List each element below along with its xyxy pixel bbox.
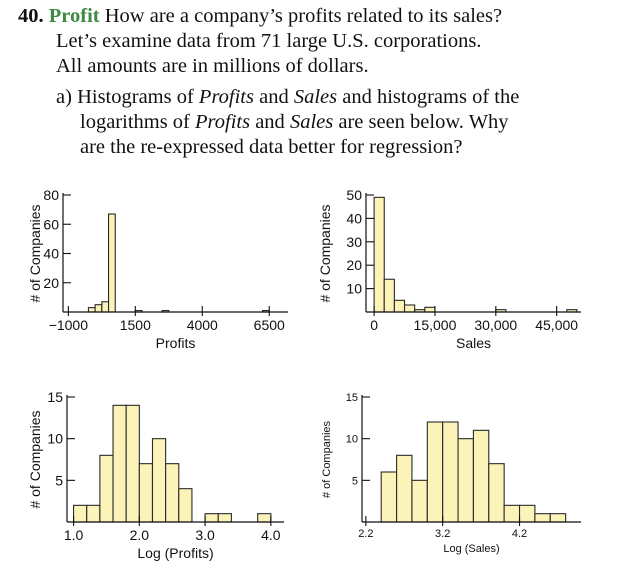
- histogram-bar: [427, 422, 442, 522]
- y-tick-label: 40: [346, 210, 362, 227]
- histogram-bar: [179, 489, 192, 522]
- histogram-bar: [88, 308, 95, 312]
- histogram-bar: [489, 464, 504, 522]
- x-tick-label: 4.2: [511, 528, 528, 540]
- part-a-text: and: [250, 111, 290, 133]
- histogram-bar: [139, 464, 152, 522]
- histogram-bar: [412, 480, 427, 522]
- histogram-bar: [443, 422, 458, 522]
- part-a-text: and histograms of the: [337, 86, 520, 108]
- x-axis-title: Sales: [455, 335, 492, 351]
- y-tick-label: 10: [346, 280, 362, 297]
- y-tick-label: 20: [346, 257, 362, 274]
- part-a-text: logarithms of: [80, 111, 196, 133]
- histogram-bar: [205, 514, 218, 522]
- histogram-bar: [504, 505, 519, 522]
- y-axis-title: # of Companies: [321, 420, 333, 499]
- y-tick-label: 5: [351, 475, 358, 488]
- part-a-text: Histograms of: [77, 86, 199, 108]
- histogram-bar: [397, 455, 412, 522]
- x-tick-label: 2.0: [129, 527, 150, 543]
- y-axis-title: # of Companies: [317, 204, 333, 303]
- term-profits: Profits: [198, 86, 254, 108]
- histogram-bar: [535, 514, 550, 522]
- term-sales: Sales: [289, 111, 334, 133]
- histogram-bar: [394, 300, 404, 312]
- x-tick-label: 6500: [253, 317, 285, 333]
- term-sales: Sales: [293, 86, 338, 108]
- histogram-bar: [95, 305, 102, 312]
- histogram-bar: [374, 197, 384, 312]
- part-a-text: and: [253, 86, 294, 108]
- y-tick-label: 30: [346, 233, 362, 250]
- histogram-bar: [458, 439, 473, 522]
- problem-line-3: All amounts are in millions of dollars.: [56, 55, 369, 77]
- part-a-line-3: are the re-expressed data better for regression?: [80, 136, 463, 158]
- term-profits: Profits: [195, 111, 251, 133]
- y-axis-title: # of Companies: [27, 204, 43, 303]
- part-a-text: are seen below. Why: [333, 111, 509, 133]
- histogram-bar: [109, 214, 116, 312]
- x-tick-label: 1.0: [63, 527, 84, 543]
- x-tick-label: 1500: [119, 317, 151, 333]
- y-tick-label: 15: [345, 391, 358, 404]
- x-tick-label: 3.0: [195, 527, 215, 543]
- y-tick-label: 20: [43, 274, 59, 291]
- problem-keyword: Profit: [48, 5, 100, 27]
- histogram-bar: [258, 514, 271, 522]
- x-tick-label: 4000: [186, 317, 218, 333]
- x-axis-title: Log (Sales): [443, 543, 500, 555]
- x-tick-label: 2.2: [358, 528, 374, 540]
- x-tick-label: 4.0: [261, 527, 281, 543]
- histogram-bar: [166, 464, 179, 522]
- histogram-bar: [74, 505, 87, 522]
- y-tick-label: 15: [47, 389, 63, 406]
- y-tick-label: 60: [43, 216, 59, 233]
- x-tick-label: 30,000: [474, 317, 518, 333]
- histogram-bar: [520, 505, 535, 522]
- y-tick-label: 50: [346, 187, 362, 204]
- y-tick-label: 80: [43, 187, 59, 204]
- histogram-bar: [87, 505, 100, 522]
- y-tick-label: 10: [345, 433, 358, 446]
- problem-question: How are a company’s profits related to its sales?: [104, 5, 503, 27]
- histogram-bar: [473, 430, 488, 522]
- histogram-bar: [102, 302, 109, 312]
- x-tick-label: 0: [370, 317, 379, 333]
- y-axis-title: # of Companies: [27, 410, 43, 509]
- x-axis-title: Profits: [155, 335, 196, 351]
- y-tick-label: 10: [47, 430, 63, 447]
- histogram-bar: [425, 307, 435, 312]
- y-tick-label: 5: [55, 472, 63, 489]
- part-a-label: a): [56, 86, 72, 108]
- y-tick-label: 40: [43, 245, 59, 262]
- histogram-bar: [381, 472, 396, 522]
- histogram-bar: [384, 279, 394, 312]
- x-tick-label: 45,000: [535, 317, 579, 333]
- histogram-bar: [126, 405, 139, 522]
- x-tick-label: 15,000: [413, 317, 457, 333]
- histogram-bar: [405, 305, 415, 312]
- histogram-bar: [100, 455, 113, 522]
- histogram-bar: [550, 514, 565, 522]
- x-axis-title: Log (Profits): [137, 545, 214, 561]
- x-tick-label: 3.2: [435, 528, 451, 540]
- problem-line-2: Let’s examine data from 71 large U.S. corporations.: [56, 30, 482, 52]
- x-tick-label: −1000: [48, 317, 89, 333]
- histogram-bar: [218, 514, 231, 522]
- histogram-bar: [113, 405, 126, 522]
- histogram-bar: [152, 439, 165, 522]
- problem-number: 40.: [18, 5, 44, 27]
